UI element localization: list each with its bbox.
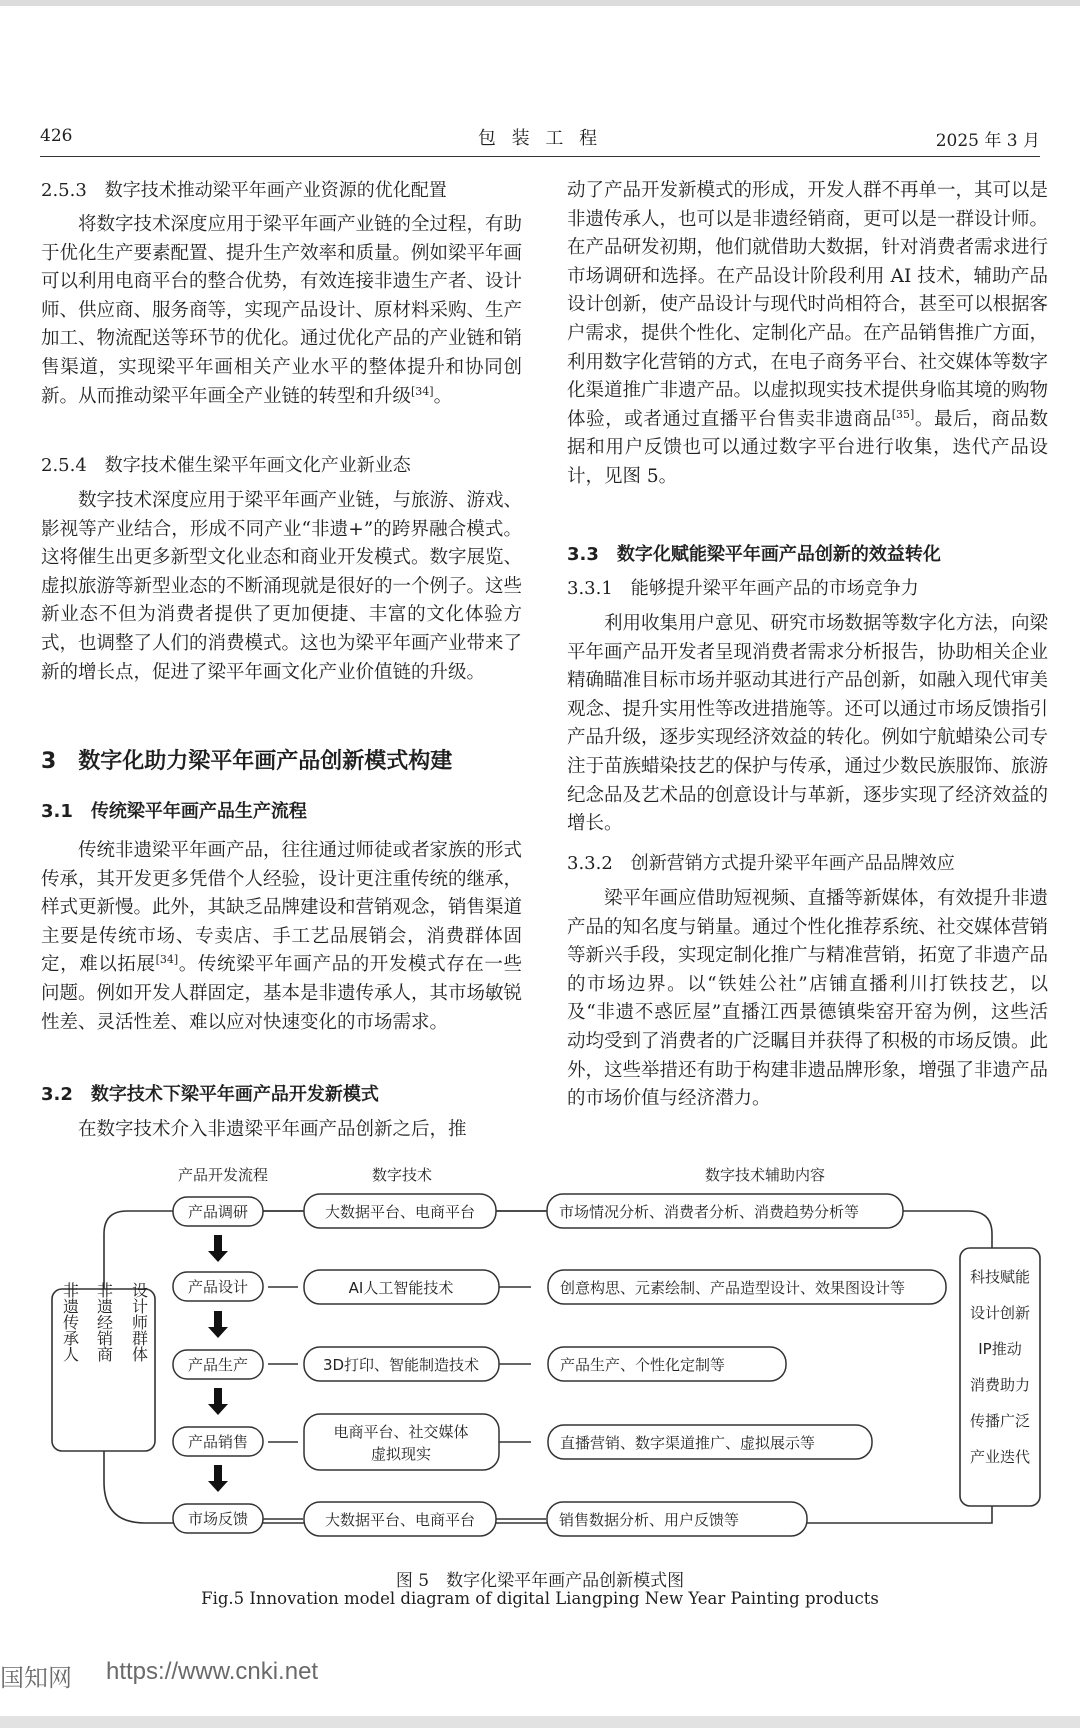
- step-research: 产品调研: [187, 1203, 249, 1221]
- tech-1: 大数据平台、电商平台: [324, 1203, 476, 1221]
- section-3-2-continued: 动了产品开发新模式的形成，开发人群不再单一，其可以是非遗传承人，也可以是非遗经销商，更可以是一群设计师。在产品研发初期，他们就借助大数据，针对消费者需求进行市场调研和选择。在产品设计阶段利用 AI 技术，辅助产品设计创新，使产品设计与现代时尚相符合，甚至可以根据客户需求，提供个性化、定制化产品。在产品销售推广方面，利用数字化营销的方式，在电子商务平台、社交媒体等数字化渠道推广非遗产品。以虚拟现实技术提供身临其境的购物体验，或者通过直播平台售卖非遗商品[35]。最后，商品数据和用户反馈也可以通过数字平台进行收集，迭代产品设计，见图 5。: [567, 180, 1049, 487]
- section-3-3-1-body: 利用收集用户意见、研究市场数据等数字化方法，向梁平年画产品开发者呈现消费者需求分析报告，协助相关企业精确瞄准目标市场并驱动其进行产品创新，如融入现代审美观念、提升实用性等改进措施等。还可以通过市场反馈指引产品升级，逐步实现经济效益的转化。例如宁航蜡染公司专注于苗族蜡染技艺的保护与传承，通过少数民族服饰、旅游纪念品及艺术品的创意设计与革新，逐步实现了经济效益的增长。: [567, 613, 1049, 835]
- outcome-3: IP推动: [978, 1340, 1022, 1358]
- header-rule: [40, 156, 1040, 157]
- stakeholder-heritage-dealer: 非遗经销商: [94, 1282, 114, 1362]
- issue-date: 2025 年 3 月: [935, 131, 1040, 151]
- figure-caption-cn: 图 5 数字化梁平年画产品创新模式图: [395, 1571, 685, 1591]
- tech-2: AI人工智能技术: [348, 1279, 454, 1297]
- section-3-1-body: 传统非遗梁平年画产品，往往通过师徒或者家族的形式传承，其开发更多凭借个人经验，设计更注重传统的继承，样式更新慢。此外，其缺乏品牌建设和营销观念，销售渠道主要是传统市场、专卖店、手工艺品展销会，消费群体固定，难以拓展[34]。传统梁平年画产品的开发模式存在一些问题。例如开发人群固定，基本是非遗传承人，其市场敏锐性差、灵活性差、难以应对快速变化的市场需求。: [41, 840, 523, 1033]
- content-2: 创意构思、元素绘制、产品造型设计、效果图设计等: [560, 1279, 906, 1297]
- top-band: [0, 0, 1080, 6]
- section-2-5-3-title: 2.5.3 数字技术推动梁平年画产业资源的优化配置: [41, 180, 447, 201]
- section-3-3-1-title: 3.3.1 能够提升梁平年画产品的市场竞争力: [567, 578, 919, 599]
- tech-5: 大数据平台、电商平台: [324, 1511, 476, 1529]
- header-process: 产品开发流程: [177, 1166, 269, 1184]
- section-2-5-4-body: 数字技术深度应用于梁平年画产业链，与旅游、游戏、影视等产业结合，形成不同产业“非遗+”的跨界融合模式。这将催生出更多新型文化业态和商业开发模式。数字展览、虚拟旅游等新型业态的不断涌现就是很好的一个例子。这些新业态不但为消费者提供了更加便捷、丰富的文化体验方式，也调整了人们的消费模式。这也为梁平年画产业带来了新的增长点，促进了梁平年画文化产业价值链的升级。: [41, 490, 523, 683]
- step-production: 产品生产: [187, 1356, 249, 1374]
- section-3-2-body: 在数字技术介入非遗梁平年画产品创新之后，推: [78, 1119, 467, 1140]
- outcome-4: 消费助力: [969, 1376, 1031, 1394]
- step-design: 产品设计: [187, 1278, 249, 1296]
- bottom-band: [0, 1716, 1080, 1728]
- watermark-url[interactable]: https://www.cnki.net: [106, 1658, 319, 1685]
- outcome-5: 传播广泛: [969, 1412, 1031, 1430]
- section-2-5-3-body: 将数字技术深度应用于梁平年画产业链的全过程，有助于优化生产要素配置、提升生产效率和质量。例如梁平年画可以利用电商平台的整合优势，有效连接非遗生产者、设计师、供应商、服务商等，实现产品设计、原材料采购、生产加工、物流配送等环节的优化。通过优化产品的产业链和销售渠道，实现梁平年画相关产业水平的整体提升和协同创新。从而推动梁平年画全产业链的转型和升级[34]。: [41, 214, 523, 407]
- step-sales: 产品销售: [187, 1433, 249, 1451]
- tech-4a: 电商平台、社交媒体: [333, 1423, 469, 1441]
- tech-boxes: [304, 1194, 499, 1536]
- figure-caption-en: Fig.5 Innovation model diagram of digital Liangping New Year Painting products: [201, 1589, 879, 1608]
- content-1: 市场情况分析、消费者分析、消费趋势分析等: [559, 1203, 860, 1221]
- arrow-down-3: [208, 1388, 228, 1415]
- section-3-2-title: 3.2 数字技术下梁平年画产品开发新模式: [41, 1084, 379, 1105]
- stakeholder-heritage-inheritor: 非遗传承人: [60, 1282, 80, 1362]
- content-3: 产品生产、个性化定制等: [560, 1356, 726, 1374]
- header-tech: 数字技术: [371, 1166, 433, 1184]
- arrow-down-1: [208, 1235, 228, 1262]
- section-3-3-2-title: 3.3.2 创新营销方式提升梁平年画产品品牌效应: [567, 853, 955, 874]
- section-3-3-2-body: 梁平年画应借助短视频、直播等新媒体，有效提升非遗产品的知名度与销量。通过个性化推荐系统、社交媒体营销等新兴手段，实现定制化推广与精准营销，拓宽了非遗产品的市场边界。以“铁娃公社”店铺直播利川打铁技艺，以及“非遗不惑匠屋”直播江西景德镇柴窑开窑为例，这些活动均受到了消费者的广泛瞩目并获得了积极的市场反馈。此外，这些举措还有助于构建非遗品牌形象，增强了非遗产品的市场价值与经济潜力。: [567, 888, 1049, 1110]
- journal-name: 包 装 工 程: [477, 128, 603, 149]
- step-feedback: 市场反馈: [187, 1510, 249, 1528]
- content-boxes: [547, 1194, 946, 1536]
- arrow-down-2: [208, 1311, 228, 1338]
- header-content: 数字技术辅助内容: [704, 1166, 826, 1184]
- watermark-site-name: 国知网: [0, 1665, 72, 1692]
- section-3-title: 3 数字化助力梁平年画产品创新模式构建: [41, 749, 453, 774]
- content-5: 销售数据分析、用户反馈等: [559, 1511, 740, 1529]
- section-3-1-title: 3.1 传统梁平年画产品生产流程: [41, 801, 307, 822]
- outcome-6: 产业迭代: [969, 1448, 1031, 1466]
- running-header: [40, 122, 1040, 152]
- tech-4b: 虚拟现实: [370, 1445, 432, 1463]
- outcome-1: 科技赋能: [969, 1268, 1031, 1286]
- stakeholder-designers: 设计师群体: [129, 1282, 149, 1362]
- arrow-down-4: [208, 1465, 228, 1492]
- content-4: 直播营销、数字渠道推广、虚拟展示等: [560, 1434, 816, 1452]
- section-3-3-title: 3.3 数字化赋能梁平年画产品创新的效益转化: [567, 544, 941, 565]
- outcome-2: 设计创新: [969, 1304, 1031, 1322]
- section-2-5-4-title: 2.5.4 数字技术催生梁平年画文化产业新业态: [41, 455, 411, 476]
- page-number: 426: [40, 126, 73, 146]
- figure-5-diagram: [0, 1154, 1080, 1554]
- tech-3: 3D打印、智能制造技术: [322, 1356, 480, 1374]
